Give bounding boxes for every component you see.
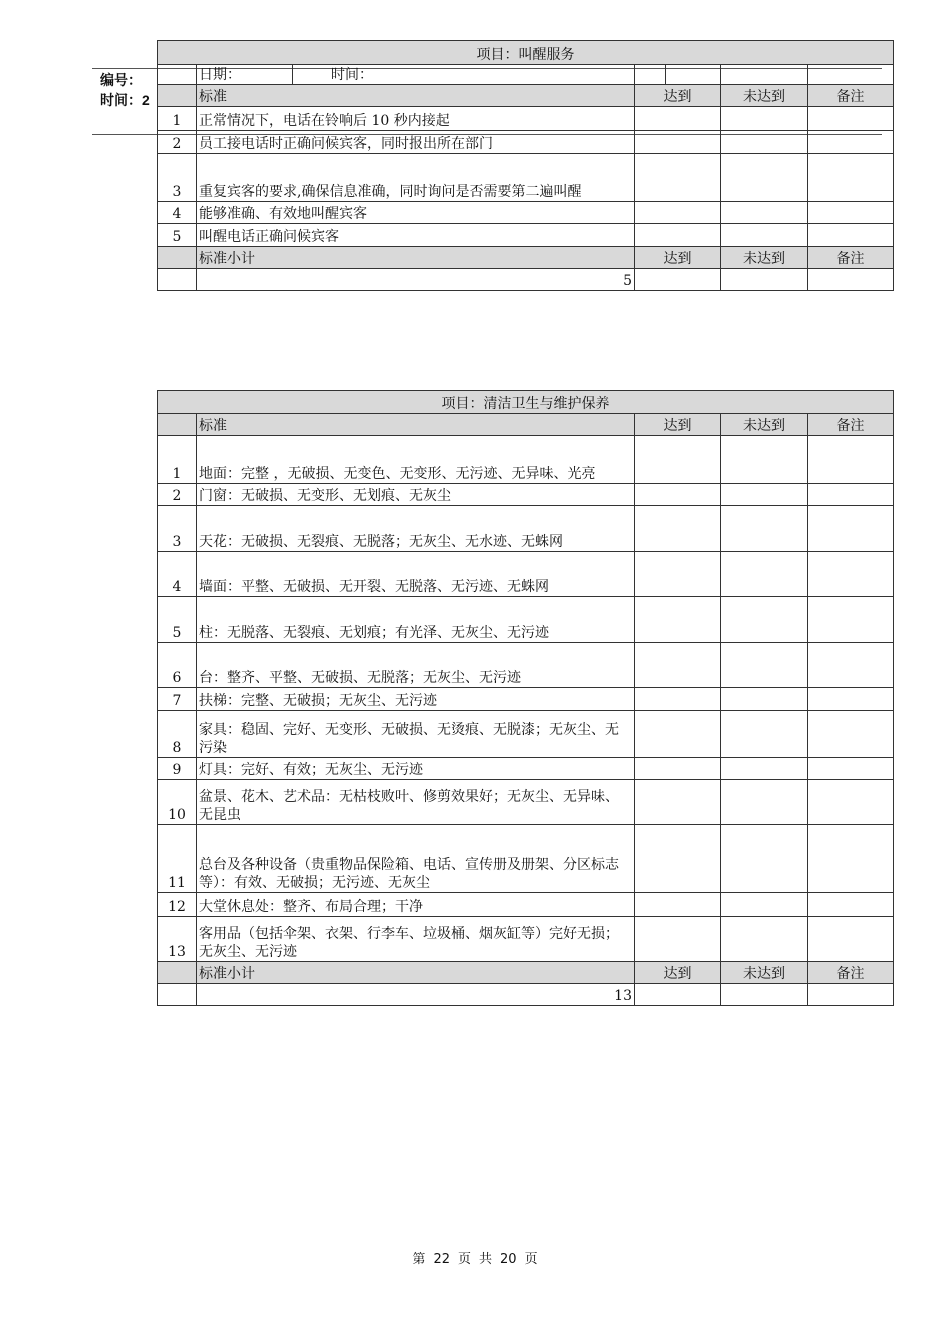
row-standard-text: 正常情况下，电话在铃响后 10 秒内接起 [197,107,635,131]
row-number: 1 [158,436,197,484]
row-number: 2 [158,131,197,154]
not-achieved-cell[interactable] [721,131,808,154]
table-row [158,893,894,917]
col-not-achieved: 未达到 [721,414,808,436]
achieved-cell[interactable] [635,597,721,643]
row-number: 4 [158,552,197,597]
table-row [158,224,894,247]
achieved-cell[interactable] [635,224,721,247]
remarks-cell[interactable] [808,780,894,825]
col-not-achieved: 未达到 [721,85,808,107]
row-standard-text: 客用品（包括伞架、衣架、行李车、垃圾桶、烟灰缸等）完好无损；无灰尘、无污迹 [197,917,635,962]
not-achieved-cell[interactable] [721,688,808,711]
date-time-row [158,65,894,85]
remarks-cell[interactable] [808,758,894,780]
subtotal-achieved: 达到 [635,962,721,984]
row-number: 7 [158,688,197,711]
row-standard-text: 家具：稳固、完好、无变形、无破损、无烫痕、无脱漆；无灰尘、无污染 [197,711,635,758]
table-row [158,131,894,154]
not-achieved-cell[interactable] [721,506,808,552]
row-number: 6 [158,643,197,688]
subtotal-not-achieved: 未达到 [721,247,808,269]
blank-cell[interactable] [635,65,666,85]
column-header-row [158,414,894,436]
count-row [158,269,894,291]
remarks-cell[interactable] [808,202,894,224]
row-number: 12 [158,893,197,917]
total-page-number: 20 [500,1252,517,1267]
blank-cell [158,269,197,291]
blank-cell [158,414,197,436]
remarks-cell[interactable] [808,436,894,484]
footer-suffix: 页 [524,1252,538,1267]
table-row [158,436,894,484]
row-number: 2 [158,484,197,506]
row-standard-text: 天花：无破损、无裂痕、无脱落；无灰尘、无水迹、无蛛网 [197,506,635,552]
remarks-cell[interactable] [808,107,894,131]
row-standard-text: 门窗：无破损、无变形、无划痕、无灰尘 [197,484,635,506]
row-number: 5 [158,597,197,643]
not-achieved-cell[interactable] [721,224,808,247]
section-title: 项目：叫醒服务 [158,41,894,65]
doc-code-label: 编号： [100,72,142,88]
not-achieved-cell[interactable] [721,552,808,597]
table-row [158,688,894,711]
remarks-cell[interactable] [808,825,894,893]
row-standard-text: 重复宾客的要求,确保信息准确，同时询问是否需要第二遍叫醒 [197,154,635,202]
row-standard-text: 总台及各种设备（贵重物品保险箱、电话、宣传册及册架、分区标志等）：有效、无破损；无污迹、无灰尘 [197,825,635,893]
col-achieved: 达到 [635,414,721,436]
not-achieved-cell[interactable] [721,825,808,893]
blank-cell [158,962,197,984]
achieved-cell[interactable] [635,825,721,893]
row-standard-text: 灯具：完好、有效；无灰尘、无污迹 [197,758,635,780]
subtotal-not-achieved: 未达到 [721,962,808,984]
table-row [158,711,894,758]
not-achieved-cell[interactable] [721,780,808,825]
blank-cell [158,984,197,1006]
standard-count: 13 [197,984,635,1006]
col-achieved: 达到 [635,85,721,107]
not-achieved-cell[interactable] [721,893,808,917]
row-number: 11 [158,825,197,893]
remarks-cell[interactable] [808,893,894,917]
date-label: 日期： [197,65,293,85]
subtotal-row [158,247,894,269]
subtotal-remarks: 备注 [808,962,894,984]
footer-prefix: 第 [412,1252,426,1267]
page-footer [0,1248,950,1267]
not-achieved-cell[interactable] [721,758,808,780]
remarks-cell[interactable] [808,224,894,247]
section-title-row [158,391,894,414]
blank-cell [158,85,197,107]
blank-cell[interactable] [808,269,894,291]
achieved-cell[interactable] [635,436,721,484]
row-standard-text: 扶梯：完整、无破损；无灰尘、无污迹 [197,688,635,711]
table-row [158,552,894,597]
achieved-cell[interactable] [635,758,721,780]
table-row [158,154,894,202]
not-achieved-cell[interactable] [721,917,808,962]
row-number: 4 [158,202,197,224]
row-standard-text: 员工接电话时正确问候宾客，同时报出所在部门 [197,131,635,154]
section-title: 项目：清洁卫生与维护保养 [158,391,894,414]
row-standard-text: 盆景、花木、艺术品：无枯枝败叶、修剪效果好；无灰尘、无异味、无昆虫 [197,780,635,825]
row-standard-text: 大堂休息处：整齐、布局合理；干净 [197,893,635,917]
doc-time-label: 时间：2 [100,92,150,108]
col-remarks: 备注 [808,85,894,107]
remarks-cell[interactable] [808,643,894,688]
achieved-cell[interactable] [635,552,721,597]
achieved-cell[interactable] [635,506,721,552]
remarks-cell[interactable] [808,154,894,202]
blank-cell[interactable] [635,984,721,1006]
achieved-cell[interactable] [635,917,721,962]
row-number: 3 [158,506,197,552]
row-number: 3 [158,154,197,202]
remarks-cell[interactable] [808,597,894,643]
table-row [158,643,894,688]
col-standard: 标准 [197,414,635,436]
table-row [158,506,894,552]
not-achieved-cell[interactable] [721,202,808,224]
table-row [158,917,894,962]
cleaning-maintenance-table [157,390,894,1006]
subtotal-label: 标准小计 [197,962,635,984]
current-page-number: 22 [433,1252,450,1267]
row-number: 13 [158,917,197,962]
standard-count: 5 [197,269,635,291]
table-row [158,202,894,224]
remarks-cell[interactable] [808,688,894,711]
remarks-cell[interactable] [808,506,894,552]
blank-cell[interactable] [808,65,894,85]
table-row [158,780,894,825]
achieved-cell[interactable] [635,893,721,917]
col-standard: 标准 [197,85,635,107]
subtotal-row [158,962,894,984]
row-standard-text: 柱：无脱落、无裂痕、无划痕；有光泽、无灰尘、无污迹 [197,597,635,643]
blank-cell[interactable] [721,65,808,85]
not-achieved-cell[interactable] [721,436,808,484]
subtotal-remarks: 备注 [808,247,894,269]
remarks-cell[interactable] [808,131,894,154]
achieved-cell[interactable] [635,780,721,825]
wakeup-service-table [157,40,894,291]
achieved-cell[interactable] [635,107,721,131]
subtotal-achieved: 达到 [635,247,721,269]
blank-cell[interactable] [721,269,808,291]
count-row [158,984,894,1006]
not-achieved-cell[interactable] [721,484,808,506]
not-achieved-cell[interactable] [721,107,808,131]
achieved-cell[interactable] [635,202,721,224]
subtotal-label: 标准小计 [197,247,635,269]
not-achieved-cell[interactable] [721,643,808,688]
achieved-cell[interactable] [635,131,721,154]
blank-cell[interactable] [666,65,721,85]
remarks-cell[interactable] [808,917,894,962]
blank-cell [158,65,197,85]
remarks-cell[interactable] [808,711,894,758]
remarks-cell[interactable] [808,552,894,597]
achieved-cell[interactable] [635,643,721,688]
blank-cell[interactable] [808,984,894,1006]
col-remarks: 备注 [808,414,894,436]
row-standard-text: 叫醒电话正确问候宾客 [197,224,635,247]
table-row [158,758,894,780]
not-achieved-cell[interactable] [721,711,808,758]
achieved-cell[interactable] [635,711,721,758]
column-header-row [158,85,894,107]
blank-cell[interactable] [721,984,808,1006]
achieved-cell[interactable] [635,484,721,506]
remarks-cell[interactable] [808,484,894,506]
row-number: 1 [158,107,197,131]
row-number: 5 [158,224,197,247]
not-achieved-cell[interactable] [721,597,808,643]
row-standard-text: 能够准确、有效地叫醒宾客 [197,202,635,224]
row-number: 8 [158,711,197,758]
section-title-row [158,41,894,65]
blank-cell[interactable] [635,269,721,291]
time-label: 时间： [293,65,635,85]
achieved-cell[interactable] [635,154,721,202]
table-row [158,107,894,131]
footer-page-word: 页 [457,1252,471,1267]
row-standard-text: 地面：完整 ，无破损、无变色、无变形、无污迹、无异味、光亮 [197,436,635,484]
row-number: 10 [158,780,197,825]
row-standard-text: 台：整齐、平整、无破损、无脱落；无灰尘、无污迹 [197,643,635,688]
table-row [158,597,894,643]
footer-total-word: 共 [479,1252,493,1267]
achieved-cell[interactable] [635,688,721,711]
row-number: 9 [158,758,197,780]
blank-cell [158,247,197,269]
table-row [158,825,894,893]
not-achieved-cell[interactable] [721,154,808,202]
row-standard-text: 墙面：平整、无破损、无开裂、无脱落、无污迹、无蛛网 [197,552,635,597]
table-row [158,484,894,506]
